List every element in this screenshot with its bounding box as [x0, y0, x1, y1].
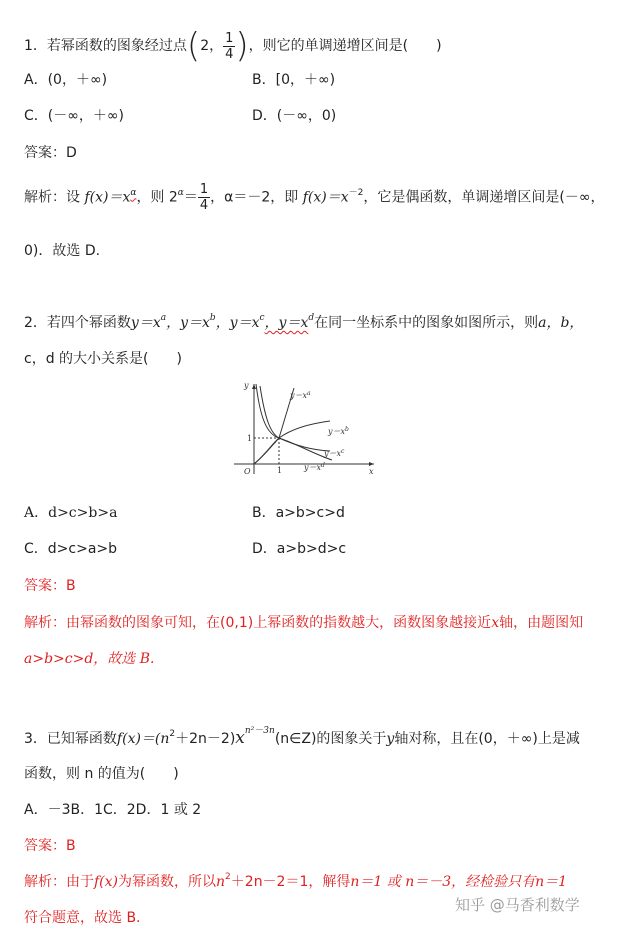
q2-explanation: 解析：由幂函数的图象可知，在(0,1)上幂函数的指数越大，函数图象越接近x轴，由题图知	[24, 615, 584, 631]
q2-option-a: A．d>c>b>a	[24, 505, 118, 521]
q2-option-c: C．d>c>a>b	[24, 541, 118, 557]
label-b: $y=x^b$	[328, 426, 349, 436]
q3-stem-line2: 函数，则 n 的值为( )	[24, 766, 179, 782]
q1-option-c: C．(－∞，＋∞)	[24, 108, 125, 124]
curve-a	[254, 388, 294, 464]
zhihu-watermark: 知乎 @马香利数学	[455, 896, 580, 914]
q3-answer: 答案：B	[24, 838, 76, 854]
x-axis-label: x	[369, 467, 374, 476]
label-c: $y=x^c$	[324, 448, 345, 458]
q2-answer: 答案：B	[24, 578, 76, 594]
tick-y-1: 1	[247, 434, 253, 443]
q1-answer: 答案：D	[24, 145, 77, 161]
q2-option-b: B．a>b>c>d	[252, 505, 345, 521]
q3-explanation-line2: 符合题意，故选 B.	[24, 910, 141, 926]
q2-stem: 2．若四个幂函数$y=x^a$，$y=x^b$，$y=x^c$，$y=x^d$在同一坐标系中的图象如图所示，则a，b，	[24, 313, 584, 331]
q1-option-b: B．[0，＋∞)	[252, 72, 336, 88]
label-d: $y=x^d$	[304, 462, 325, 472]
q2-explanation-line2: a>b>c>d，故选 B.	[24, 651, 155, 667]
q1-point-x: 2	[200, 38, 210, 54]
label-a: $y=x^a$	[290, 390, 311, 400]
q2-option-d: D．a>b>d>c	[252, 541, 347, 557]
tick-x-1: 1	[277, 466, 283, 475]
power-function-graph	[232, 378, 382, 478]
q3-stem: 3．已知幂函数$f(x)=(n^2+2n-2)x^{n^2-3n}(n\in Z)$的图象关于y轴对称，且在(0，＋∞)上是减	[24, 726, 580, 748]
q1-option-d: D．(－∞，0)	[252, 108, 337, 124]
q3-explanation: 解析：由于f(x)为幂函数，所以$n^2+2n-2=1$，解得n＝1 或 n＝－3，经检验只有n＝1	[24, 872, 568, 890]
q1-stem: 1．若幂函数的图象经过点(2， $\frac{1}{4}$ )，则它的单调递增区间是( )	[24, 26, 442, 66]
q1-point-fraction: $\frac{1}{4}$	[225, 30, 234, 62]
q1-explanation-line2: 0)．故选 D.	[24, 243, 101, 259]
origin-label: O	[244, 467, 251, 476]
y-axis-label: y	[244, 381, 249, 390]
q3-options: A．－3B．1C．2D．1 或 2	[24, 802, 202, 818]
q1-option-a: A．(0，＋∞)	[24, 72, 108, 88]
q1-explanation: 解析：设 $f(x)=x^\alpha$，则 $2^\alpha=$ $\frac{1}{4}$ ，α＝－2，即 $f(x)=x^{-2}$，它是偶函数，单调递增区间是(－∞，	[24, 182, 605, 213]
q2-stem-line2: c，d 的大小关系是( )	[24, 351, 182, 367]
